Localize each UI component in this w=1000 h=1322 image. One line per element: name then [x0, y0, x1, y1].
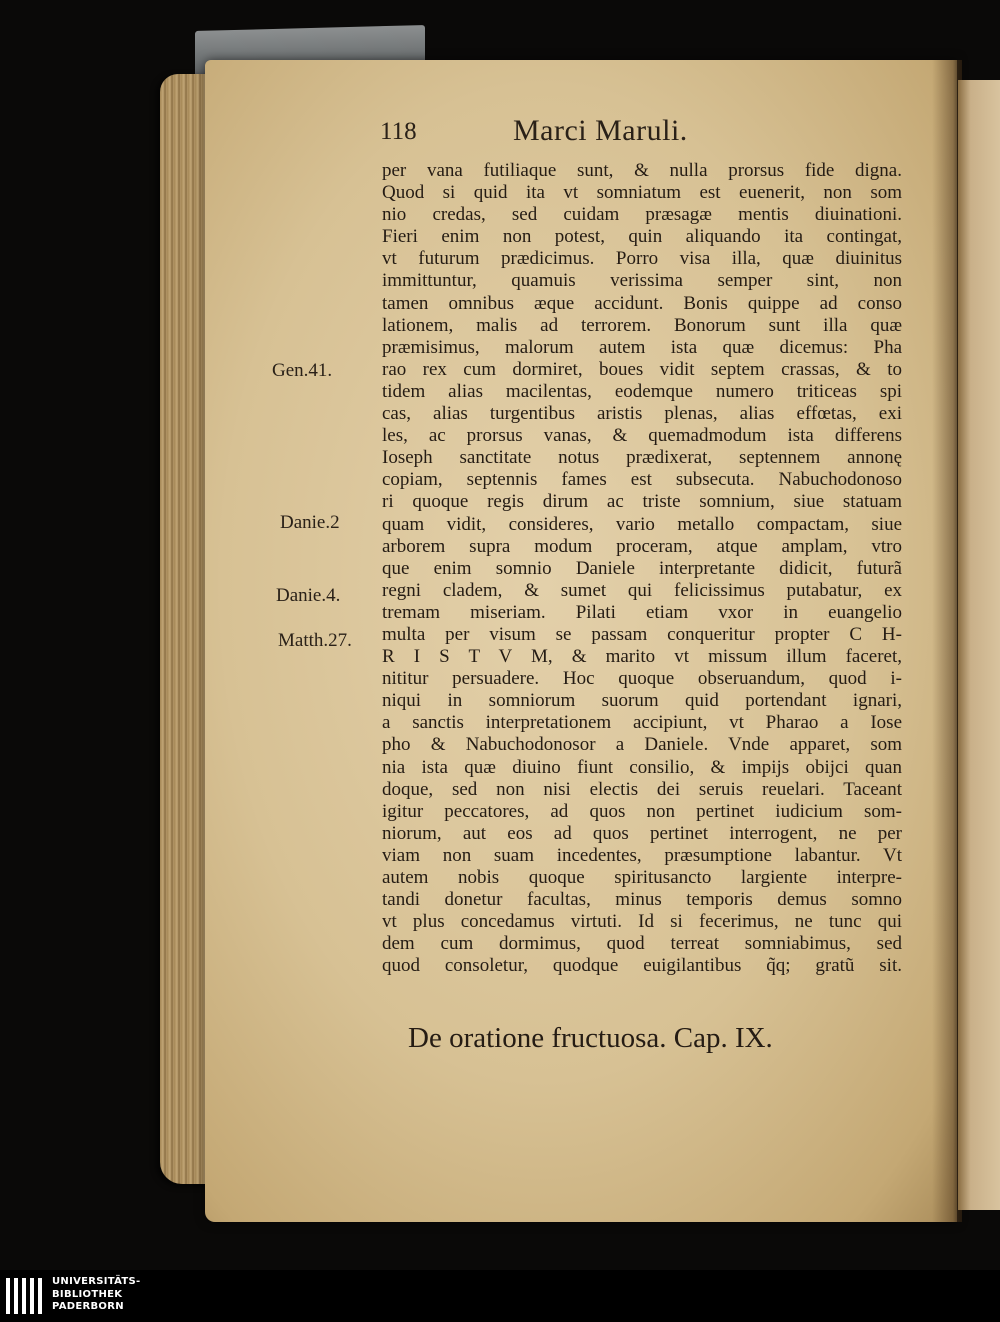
- text-line: per vana futiliaque sunt, & nulla prorsus fide digna.: [382, 160, 902, 181]
- library-name: [52, 1276, 141, 1314]
- university-library-logo-icon: [4, 1276, 48, 1316]
- text-line: pho & Nabuchodonosor a Daniele. Vnde apparet, som: [382, 734, 902, 756]
- margin-note-matthew: Matth.27.: [278, 630, 352, 651]
- library-name-line: BIBLIOTHEK: [52, 1288, 123, 1300]
- running-title: Marci Maruli.: [513, 114, 688, 147]
- margin-note-daniel-2: Danie.2: [280, 512, 340, 533]
- text-line: nia ista quæ diuino fiunt consilio, & impijs obijci quan: [382, 756, 902, 778]
- text-line: autem nobis quoque spiritusancto largiente interpre-: [382, 867, 902, 888]
- text-line: immittuntur, quamuis verissima semper sint, non: [382, 270, 902, 292]
- text-line: igitur peccatores, ad quos non pertinet iudicium som-: [382, 800, 902, 822]
- text-line: copiam, septennis fames est subsecuta. Nabuchodonoso: [382, 469, 902, 491]
- library-name-line: UNIVERSITÄTS-: [52, 1276, 141, 1287]
- text-line: tremam miseriam. Pilati etiam vxor in euangelio: [382, 601, 902, 623]
- margin-note-gen: Gen.41.: [272, 360, 333, 381]
- text-line: ri quoque regis dirum ac triste somnium, siue statuam: [382, 491, 902, 513]
- text-line: vt futurum prædicimus. Porro visa illa, quæ diuinitus: [382, 248, 902, 270]
- page-header: [0, 110, 1000, 150]
- text-line: Ioseph sanctitate notus prædixerat, septennem annonę: [382, 447, 902, 469]
- text-line: a sanctis interpretationem accipiunt, vt Pharao a Iose: [382, 712, 902, 734]
- text-line: R I S T V M, & marito vt missum illum faceret,: [382, 646, 902, 668]
- text-line: vt plus concedamus virtuti. Id si fecerimus, ne tunc qui: [382, 911, 902, 933]
- text-line: arborem supra modum proceram, atque amplam, vtro: [382, 535, 902, 557]
- page-number: 118: [380, 118, 417, 145]
- text-line: lationem, malis ad terrorem. Bonorum sunt illa quæ: [382, 314, 902, 336]
- text-line: quam vidit, consideres, vario metallo compactam, siue: [382, 513, 902, 535]
- text-line: Quod si quid ita vt somniatum est euenerit, non som: [382, 182, 902, 204]
- text-line: nio credas, sed cuidam præsagæ mentis diuinationi.: [382, 204, 902, 226]
- text-line: cas, alias turgentibus aristis plenas, alias effœtas, exi: [382, 403, 902, 425]
- text-line: niqui in somniorum suorum quid portendant ignari,: [382, 690, 902, 712]
- chapter-heading: De oratione fructuosa. Cap. IX.: [408, 1022, 773, 1054]
- text-line: Fieri enim non potest, quin aliquando ita contingat,: [382, 226, 902, 248]
- text-line: les, ac prorsus vanas, & quemadmodum ista differens: [382, 425, 902, 447]
- text-line: dem cum dormimus, quod terreat somniabimus, sed: [382, 933, 902, 955]
- text-line: regni cladem, & sumet qui felicissimus putabatur, ex: [382, 579, 902, 601]
- facing-page-edge: [958, 80, 1000, 1210]
- text-line: tandi donetur facultas, minus temporis demus somno: [382, 889, 902, 911]
- text-line: rao rex cum dormiret, boues vidit septem crassas, & to: [382, 358, 902, 380]
- text-line: præmisimus, malorum autem ista quæ dicemus: Pha: [382, 336, 902, 358]
- body-text: [382, 160, 902, 977]
- text-line: multa per visum se passam conqueritur propter C H-: [382, 623, 902, 645]
- text-line: tamen omnibus æque accidunt. Bonis quippe ad conso: [382, 292, 902, 314]
- text-line: nititur persuadere. Hoc quoque obseruandum, quod i-: [382, 668, 902, 690]
- margin-note-daniel-4: Danie.4.: [276, 585, 341, 606]
- footer-bar: [0, 1270, 1000, 1322]
- text-line: que enim somnio Daniele interpretante didicit, futurã: [382, 557, 902, 579]
- text-line: niorum, aut eos ad quos pertinet interrogent, ne per: [382, 822, 902, 844]
- text-line: viam non suam incedentes, præsumptione labantur. Vt: [382, 844, 902, 866]
- text-line: doque, sed non nisi electis dei seruis reuelari. Taceant: [382, 778, 902, 800]
- text-line: quod consoletur, quodque euigilantibus q̃q; gratũ sit.: [382, 955, 902, 977]
- text-line: tidem alias macilentas, eodemque numero triticeas spi: [382, 380, 902, 402]
- library-name-line: PADERBORN: [52, 1301, 124, 1312]
